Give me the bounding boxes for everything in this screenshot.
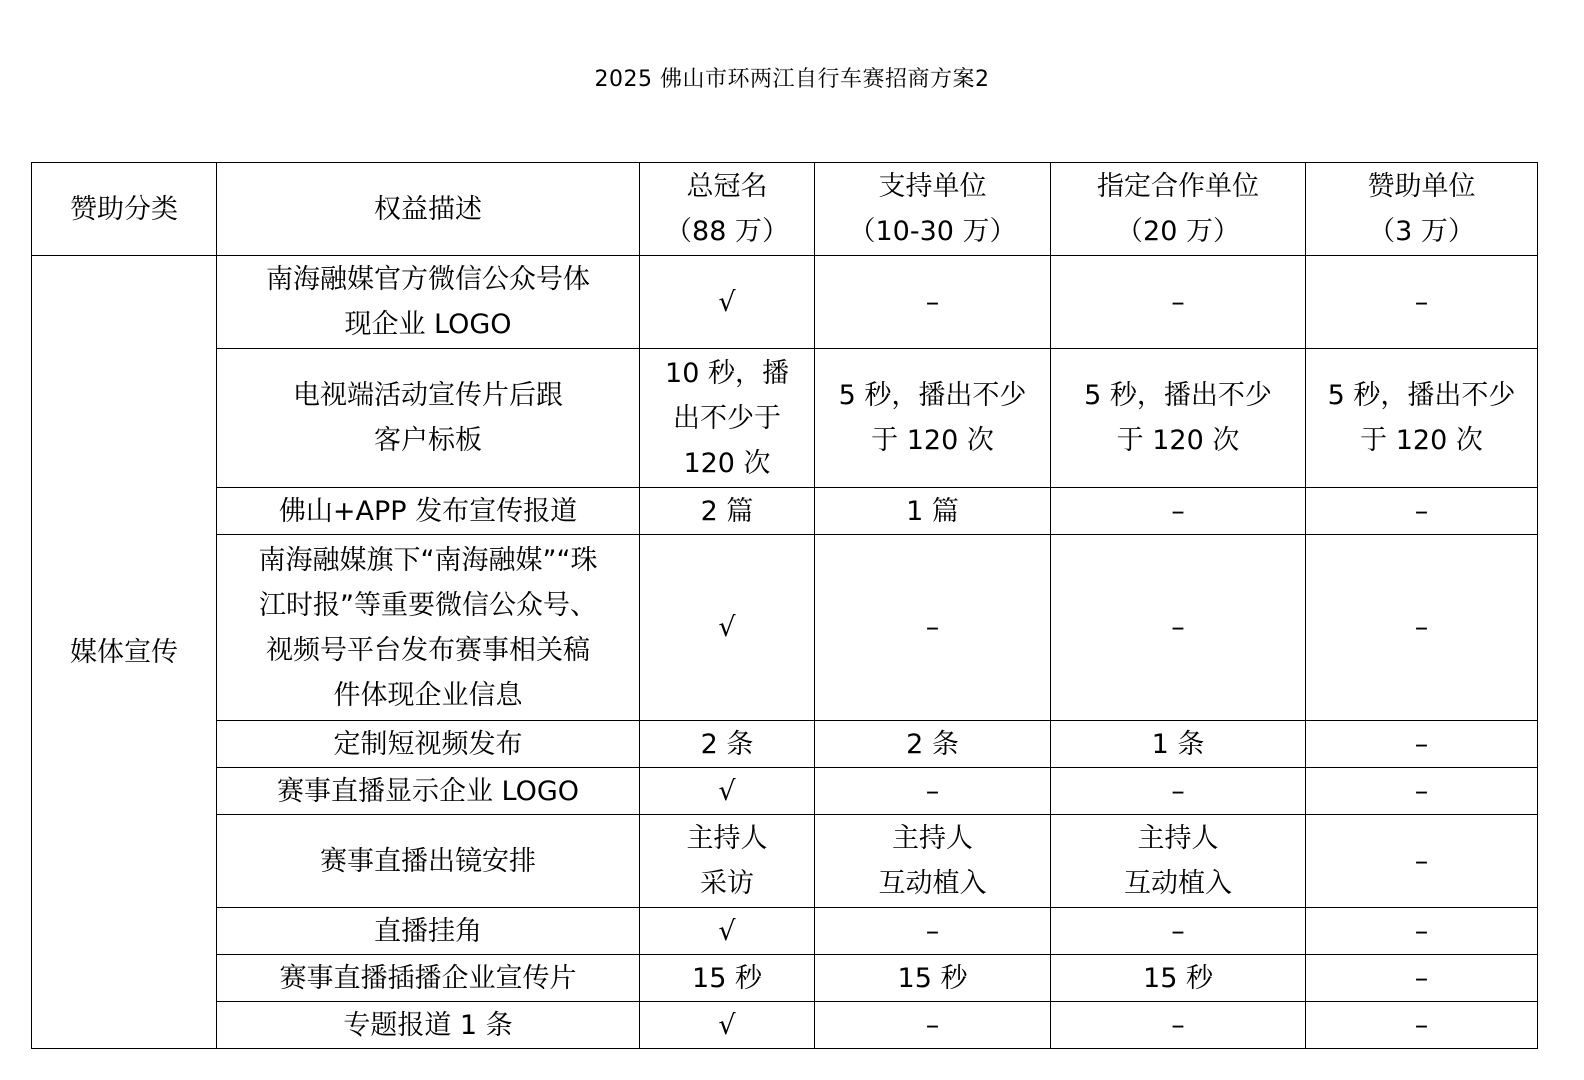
tier-value-cell (640, 768, 815, 815)
tier-value-cell (1051, 535, 1306, 721)
value-line: – (1171, 286, 1185, 318)
benefit-description (217, 908, 640, 955)
tier-value-cell (640, 256, 815, 349)
description-line: 电视端活动宣传片后跟 (293, 380, 563, 411)
tier-value-cell (640, 535, 815, 721)
benefit-description (217, 768, 640, 815)
description-line: 赛事直播显示企业 LOGO (276, 775, 580, 807)
table-row (32, 815, 1538, 908)
tier-value-cell (1051, 349, 1306, 488)
table-row (32, 768, 1538, 815)
description-line: 赛事直播出镜安排 (320, 845, 536, 877)
tier-value-cell (1306, 256, 1538, 349)
benefit-description (217, 256, 640, 349)
tier-value-cell (1306, 535, 1538, 721)
value-line: – (925, 1009, 940, 1041)
tier-value-cell (1306, 721, 1538, 768)
tier-name: 支持单位 (878, 171, 987, 202)
tier-value-cell (640, 721, 815, 768)
sponsorship-table (31, 162, 1538, 1049)
description-line: 现企业 LOGO (344, 309, 512, 340)
value-line: – (1414, 845, 1429, 877)
tier-value-cell (1306, 908, 1538, 955)
value-line: – (1414, 1009, 1429, 1041)
value-line: 2 条 (906, 728, 959, 760)
value-line: 5 秒，播出不少 (1327, 380, 1516, 411)
tier-value-cell (640, 1002, 815, 1049)
value-line: 15 秒 (897, 962, 968, 994)
description-line: 专题报道 1 条 (343, 1009, 513, 1041)
tier-price: （88 万） (665, 216, 789, 247)
tier-value-cell (1306, 488, 1538, 535)
value-line: 15 秒 (1143, 962, 1213, 994)
tier-name: 指定合作单位 (1097, 171, 1259, 202)
value-line: 120 次 (683, 447, 771, 479)
value-line: – (1414, 286, 1429, 318)
value-line: 5 秒，播出不少 (1084, 380, 1272, 411)
tier-value-cell (815, 908, 1051, 955)
description-line: 客户标板 (374, 425, 482, 456)
header-description: 权益描述 (217, 163, 640, 256)
description-line: 定制短视频发布 (333, 728, 523, 760)
tier-value-cell (1306, 815, 1538, 908)
table-row (32, 256, 1538, 349)
value-line: – (1171, 495, 1185, 527)
value-line: – (1171, 1009, 1185, 1041)
description-line: 视频号平台发布赛事相关稿 (266, 634, 590, 666)
tier-value-cell (815, 256, 1051, 349)
value-line: – (1414, 612, 1429, 643)
benefit-description (217, 1002, 640, 1049)
benefit-description (217, 535, 640, 721)
value-line: 5 秒，播出不少 (838, 380, 1027, 411)
value-line: 出不少于 (673, 402, 781, 434)
tier-value-cell (1051, 908, 1306, 955)
tier-value-cell (1051, 768, 1306, 815)
tier-value-cell (815, 815, 1051, 908)
tier-value-cell (640, 349, 815, 488)
tier-value-cell (1051, 488, 1306, 535)
value-line: 采访 (700, 868, 754, 899)
tier-value-cell (1306, 955, 1538, 1002)
tier-value-cell (815, 535, 1051, 721)
header-tier (815, 163, 1051, 256)
tier-value-cell (640, 815, 815, 908)
tier-value-cell (1051, 256, 1306, 349)
tier-value-cell (815, 768, 1051, 815)
value-line: – (1414, 962, 1429, 994)
value-line: 1 篇 (906, 495, 959, 527)
value-line: √ (718, 286, 736, 318)
benefit-description (217, 488, 640, 535)
value-line: – (1414, 728, 1429, 760)
table-row (32, 1002, 1538, 1049)
tier-value-cell (1306, 768, 1538, 815)
header-tier (640, 163, 815, 256)
value-line: 于 120 次 (871, 425, 994, 456)
benefit-description (217, 955, 640, 1002)
tier-value-cell (1051, 815, 1306, 908)
description-line: 赛事直播插播企业宣传片 (279, 962, 577, 994)
tier-price: （3 万） (1368, 216, 1475, 247)
value-line: – (925, 612, 940, 643)
value-line: √ (718, 1009, 736, 1041)
tier-value-cell (815, 488, 1051, 535)
tier-value-cell (815, 1002, 1051, 1049)
tier-name: 总冠名 (686, 171, 768, 202)
tier-value-cell (815, 955, 1051, 1002)
tier-value-cell (1051, 721, 1306, 768)
value-line: – (925, 915, 940, 947)
header-tier (1306, 163, 1538, 256)
value-line: 2 条 (700, 728, 754, 760)
tier-value-cell (640, 908, 815, 955)
table-row (32, 488, 1538, 535)
value-line: 于 120 次 (1360, 425, 1483, 456)
table-row (32, 908, 1538, 955)
tier-value-cell (1051, 1002, 1306, 1049)
table-row (32, 721, 1538, 768)
tier-value-cell (1051, 955, 1306, 1002)
header-category: 赞助分类 (32, 163, 217, 256)
value-line: 2 篇 (700, 495, 754, 527)
value-line: – (1171, 775, 1185, 807)
table-row (32, 535, 1538, 721)
value-line: – (1171, 915, 1185, 947)
tier-value-cell (1306, 349, 1538, 488)
tier-value-cell (815, 349, 1051, 488)
tier-value-cell (815, 721, 1051, 768)
tier-price: （10-30 万） (848, 216, 1017, 247)
value-line: – (1171, 612, 1185, 643)
value-line: 主持人 (1137, 823, 1219, 854)
description-line: 佛山+APP 发布宣传报道 (278, 495, 578, 527)
description-line: 南海融媒旗下“南海融媒”“珠 (258, 544, 598, 576)
value-line: 15 秒 (692, 962, 762, 994)
description-line: 江时报”等重要微信公众号、 (259, 589, 597, 621)
value-line: – (1414, 915, 1429, 947)
tier-value-cell (1306, 1002, 1538, 1049)
value-line: √ (718, 612, 736, 643)
tier-value-cell (640, 488, 815, 535)
value-line: – (925, 286, 940, 318)
tier-value-cell (640, 955, 815, 1002)
header-tier (1051, 163, 1306, 256)
description-line: 南海融媒官方微信公众号体 (266, 264, 590, 295)
value-line: 1 条 (1151, 728, 1205, 760)
page-title: 2025 佛山市环两江自行车赛招商方案2 (594, 67, 990, 92)
header-row (32, 163, 1538, 256)
value-line: 于 120 次 (1116, 425, 1240, 456)
value-line: 互动植入 (878, 868, 987, 899)
value-line: √ (718, 775, 736, 807)
tier-price: （20 万） (1116, 216, 1240, 247)
table-row (32, 349, 1538, 488)
benefit-description (217, 815, 640, 908)
value-line: – (1414, 775, 1429, 807)
value-line: 互动植入 (1124, 868, 1232, 899)
value-line: 10 秒，播 (665, 357, 789, 389)
tier-name: 赞助单位 (1367, 171, 1476, 202)
value-line: – (1414, 495, 1429, 527)
table-row (32, 955, 1538, 1002)
benefit-description (217, 349, 640, 488)
value-line: √ (718, 915, 736, 947)
category-cell: 媒体宣传 (32, 256, 217, 1049)
description-line: 直播挂角 (374, 915, 482, 947)
value-line: 主持人 (686, 823, 768, 854)
value-line: 主持人 (892, 823, 973, 854)
benefit-description (217, 721, 640, 768)
value-line: – (925, 775, 940, 807)
description-line: 件体现企业信息 (333, 679, 523, 711)
